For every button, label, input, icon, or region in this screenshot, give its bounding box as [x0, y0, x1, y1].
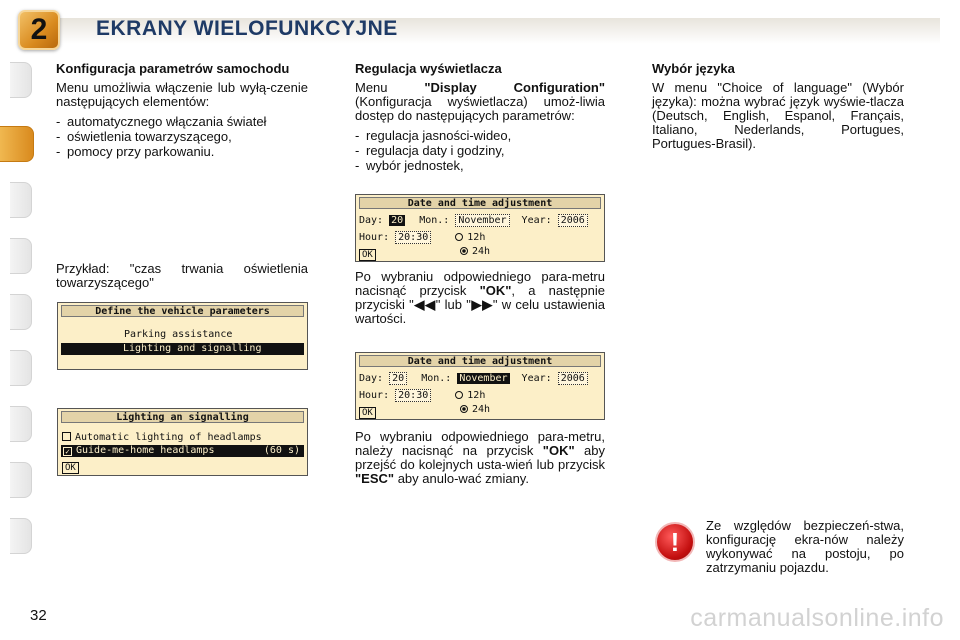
list-item: - regulacja jasności-wideo,	[355, 128, 605, 143]
month-field[interactable]: November	[455, 214, 509, 227]
radio-24h[interactable]: 24h	[460, 246, 490, 258]
list-item: - oświetlenia towarzyszącego,	[56, 129, 308, 144]
list-item: - pomocy przy parkowaniu.	[56, 144, 308, 159]
day-field[interactable]: 20	[389, 372, 407, 385]
hour-field[interactable]: 20:30	[395, 389, 431, 402]
section-heading: Wybór języka	[652, 61, 735, 76]
example-caption: Przykład: "czas trwania oświetlenia towarzyszącego"	[56, 261, 308, 290]
radio-selected-icon	[460, 405, 468, 413]
list-item: - wybór jednostek,	[355, 158, 605, 173]
exclamation-icon: !	[655, 522, 695, 562]
lcd-title: Date and time adjustment	[359, 197, 601, 209]
paragraph: W menu "Choice of language" (Wybór języka): można wybrać język wyświe-tlacza (Deutsch, English, Espanol, Français, Italiano, Nederlands, Portugues, Portugues-Brasil).	[652, 80, 904, 151]
radio-24h[interactable]: 24h	[460, 404, 490, 416]
chapter-tab[interactable]	[10, 182, 32, 218]
section-heading: Regulacja wyświetlacza	[355, 61, 502, 76]
chapter-tab[interactable]	[10, 406, 32, 442]
column-vehicle-parameters	[56, 61, 308, 290]
lcd-menu-item-selected[interactable]: Lighting and signalling	[61, 343, 304, 355]
paragraph: Menu umożliwia włączenie lub wyłą-czenie następujących elementów:	[56, 80, 308, 109]
radio-12h[interactable]: 12h	[455, 232, 485, 243]
safety-warning: Ze względów bezpieczeń-stwa, konfigurację ekra-nów należy wykonywać na postoju, po zatrzymaniu pojazdu.	[706, 518, 904, 575]
column-language	[652, 62, 904, 156]
lcd-option-row[interactable]: Automatic lighting of headlamps	[62, 432, 262, 444]
lcd-title: Lighting an signalling	[61, 411, 304, 423]
hour-field[interactable]: 20:30	[395, 231, 431, 244]
watermark: carmanualsonline.info	[690, 604, 944, 632]
lcd-date-time-month	[355, 352, 605, 420]
section-heading: Konfiguracja parametrów samochodu	[56, 61, 290, 76]
lcd-menu-item[interactable]: Parking assistance	[124, 329, 233, 340]
page-number: 32	[30, 607, 47, 624]
bullet-list	[56, 114, 308, 159]
radio-selected-icon	[460, 247, 468, 255]
paragraph-ok-arrows: Po wybraniu odpowiedniego para-metru nacisnąć przycisk "OK", a następnie przyciski "◀◀" lub "▶▶" w celu ustawienia wartości.	[355, 269, 605, 326]
lcd-vehicle-parameters	[57, 302, 308, 370]
lcd-hour-row: Hour: 20:30 12h	[359, 390, 486, 401]
chapter-tab[interactable]	[10, 462, 32, 498]
lcd-ok-button[interactable]: OK	[359, 249, 376, 261]
bullet-list	[355, 128, 605, 173]
lcd-duration-value: (60 s)	[263, 445, 300, 456]
paragraph-ok-esc: Po wybraniu odpowiedniego para-metru, należy nacisnąć na przycisk "OK" aby przejść do kolejnych usta-wień lub przycisk "ESC" aby anulo-wać zmiany.	[355, 429, 605, 486]
year-field[interactable]: 2006	[558, 372, 588, 385]
lcd-ok-button[interactable]: OK	[359, 407, 376, 419]
page-title: EKRANY WIELOFUNKCYJNE	[96, 17, 398, 40]
paragraph: Menu "Display Configuration" (Konfiguracja wyświetlacza) umoż-liwia dostęp do następujących parametrów:	[355, 80, 605, 123]
lcd-date-time-day	[355, 194, 605, 262]
lcd-option-row-selected[interactable]: ✓ Guide-me-home headlamps (60 s)	[61, 445, 304, 457]
chapter-badge: 2	[18, 10, 60, 50]
month-field-selected[interactable]: November	[459, 373, 508, 384]
chapter-tab-active[interactable]	[0, 126, 34, 162]
page-header	[0, 0, 960, 56]
checkbox-checked-icon: ✓	[63, 447, 72, 456]
lcd-title: Define the vehicle parameters	[61, 305, 304, 317]
chapter-tab[interactable]	[10, 350, 32, 386]
chapter-tab[interactable]	[10, 518, 32, 554]
list-item: - regulacja daty i godziny,	[355, 143, 605, 158]
lcd-date-row: Day: 20 Mon.: November Year: 2006	[359, 373, 588, 385]
fast-forward-icon: ▶▶	[470, 297, 493, 312]
lcd-ok-button[interactable]: OK	[62, 462, 79, 474]
chapter-tab[interactable]	[10, 294, 32, 330]
checkbox-icon	[62, 432, 71, 441]
year-field[interactable]: 2006	[558, 214, 588, 227]
chapter-tabs	[0, 62, 34, 582]
chapter-tab[interactable]	[10, 62, 32, 98]
rewind-icon: ◀◀	[413, 297, 436, 312]
list-item: - automatycznego włączania świateł	[56, 114, 308, 129]
chapter-tab[interactable]	[10, 238, 32, 274]
radio-12h[interactable]: 12h	[455, 390, 485, 401]
lcd-title: Date and time adjustment	[359, 355, 601, 367]
day-field-selected[interactable]: 20	[391, 215, 404, 226]
lcd-lighting-signalling	[57, 408, 308, 476]
lcd-hour-row: Hour: 20:30 12h	[359, 232, 486, 243]
radio-icon	[455, 391, 463, 399]
radio-icon	[455, 233, 463, 241]
lcd-date-row: Day: 20 Mon.: November Year: 2006	[359, 215, 588, 227]
